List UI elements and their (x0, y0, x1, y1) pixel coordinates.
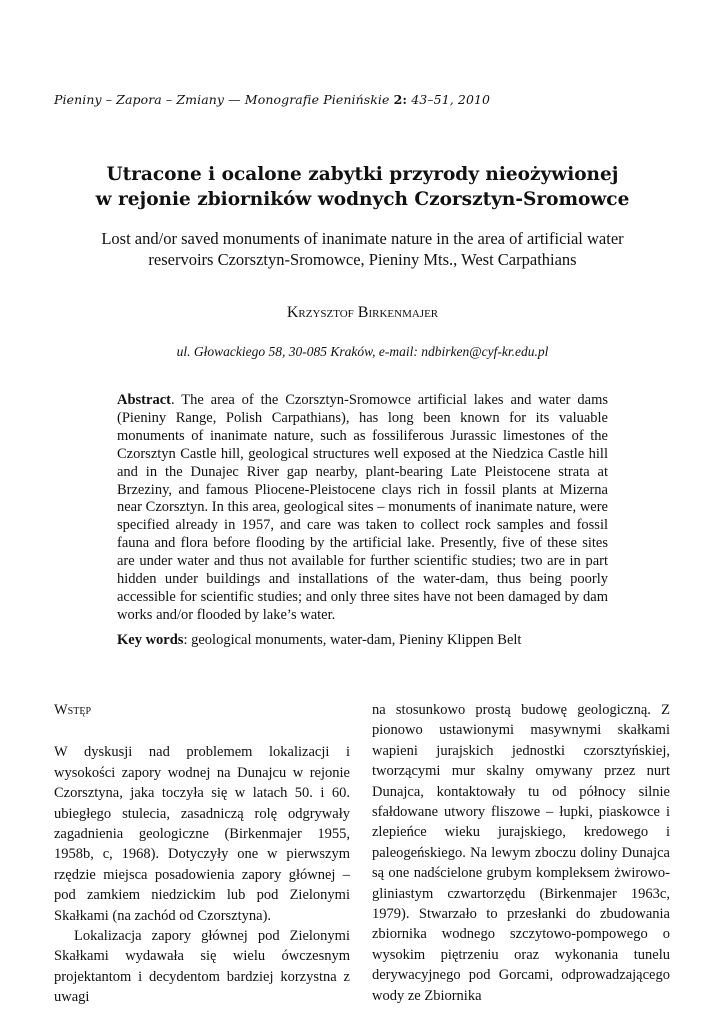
body-column-left (54, 700, 350, 1008)
author-name-text: Krzysztof Birkenmajer (286, 304, 439, 321)
abstract-block (117, 392, 608, 625)
volume-number: 2: (393, 92, 408, 107)
title-line-1: Utracone i ocalone zabytki przyrody nieożywionej (106, 164, 619, 185)
author-name (0, 304, 725, 322)
keywords-text: : geological monuments, water-dam, Pieniny Klippen Belt (183, 632, 522, 648)
abstract-label: Abstract (117, 392, 171, 408)
keywords-label: Key words (117, 632, 184, 648)
english-title (60, 228, 665, 270)
section-title: Wstęp (54, 702, 92, 718)
title-line-2: w rejonie zbiorników wodnych Czorsztyn-Sromowce (95, 189, 630, 210)
body-column-right (372, 700, 670, 1006)
journal-name: Pieniny – Zapora – Zmiany — Monografie Pienińskie (54, 92, 390, 107)
running-header (54, 92, 490, 107)
subtitle-line-1: Lost and/or saved monuments of inanimate nature in the area of artificial water (101, 229, 624, 248)
paragraph: Lokalizacja zapory głównej pod Zielonymi Skałkami wydawała się wielu ówczesnym projektantom i decydentom bardziej korzystna z uwagi (54, 928, 350, 1006)
subtitle-line-2: reservoirs Czorsztyn-Sromowce, Pieniny Mts., West Carpathians (148, 250, 577, 269)
paragraph: na stosunkowo prostą budowę geologiczną. Z pionowo ustawionymi masywnymi skałkami wapieni jurajskich jednostki czorsztyńskiej, tworzącymi mur skalny omywany przez nurt Dunajca, kontaktowały tu od północy silnie sfałdowane utwory fliszowe – łupki, piaskowce i zlepieńce wieku jurajskiego, kredowego i paleogeńskiego. Na lewym zboczu doliny Dunajca są one nadścielone grubym kompleksem żwirowo-gliniastym czwartorzędu (Birkenmajer 1963c, 1979). Stwarzało to przesłanki do zbudowania zbiornika wodnego szczytowo-pompowego o wysokim piętrzeniu oraz wykonania tunelu derywacyjnego pod Gorcami, odprowadzającego wody ze Zbiornika (372, 702, 670, 1004)
author-affiliation: ul. Głowackiego 58, 30-085 Kraków, e-mail: ndbirken@cyf-kr.edu.pl (176, 344, 549, 359)
paper-title (50, 162, 675, 212)
keywords-block (117, 632, 608, 649)
abstract-text: . The area of the Czorsztyn-Sromowce artificial lakes and water dams (Pieniny Range, Polish Carpathians), has long been known for its valuable monuments of inanimate nature, such as fossiliferous Jurassic limestones of the Czorsztyn Castle hill, geological structures well exposed at the Niedzica Castle hill and in the Dunajec River gap nearby, plant-bearing Late Pleistocene strata at Brzeziny, and famous Pliocene-Pleistocene clays rich in fossil plants at Mizerna near Czorsztyn. In this area, geological sites – monuments of inanimate nature, were specified already in 1957, and care was taken to collect rock samples and fossil fauna and flora before flooding by the artificial lake. Presently, five of these sites are under water and thus not available for further scientific studies; two are in part hidden under buildings and installations of the water-dam, thus being poorly accessible for scientific studies; and only three sites have not been damaged by dam works and/or flooded by lake’s water. (117, 392, 608, 623)
paragraph: W dyskusji nad problemem lokalizacji i wysokości zapory wodnej na Dunajcu w rejonie Czorsztyna, jaka toczyła się w latach 50. i 60. ubiegłego stulecia, zasadniczą rolę odgrywały zagadnienia geologiczne (Birkenmajer 1955, 1958b, c, 1968). Dotyczyły one w pierwszym rzędzie miejsca posadowienia zapory głównej – pod zamkiem niedzickim lub pod Zielonymi Skałkami (na zachód od Czorsztyna). (54, 744, 350, 924)
page-range: 43–51, 2010 (411, 92, 491, 107)
